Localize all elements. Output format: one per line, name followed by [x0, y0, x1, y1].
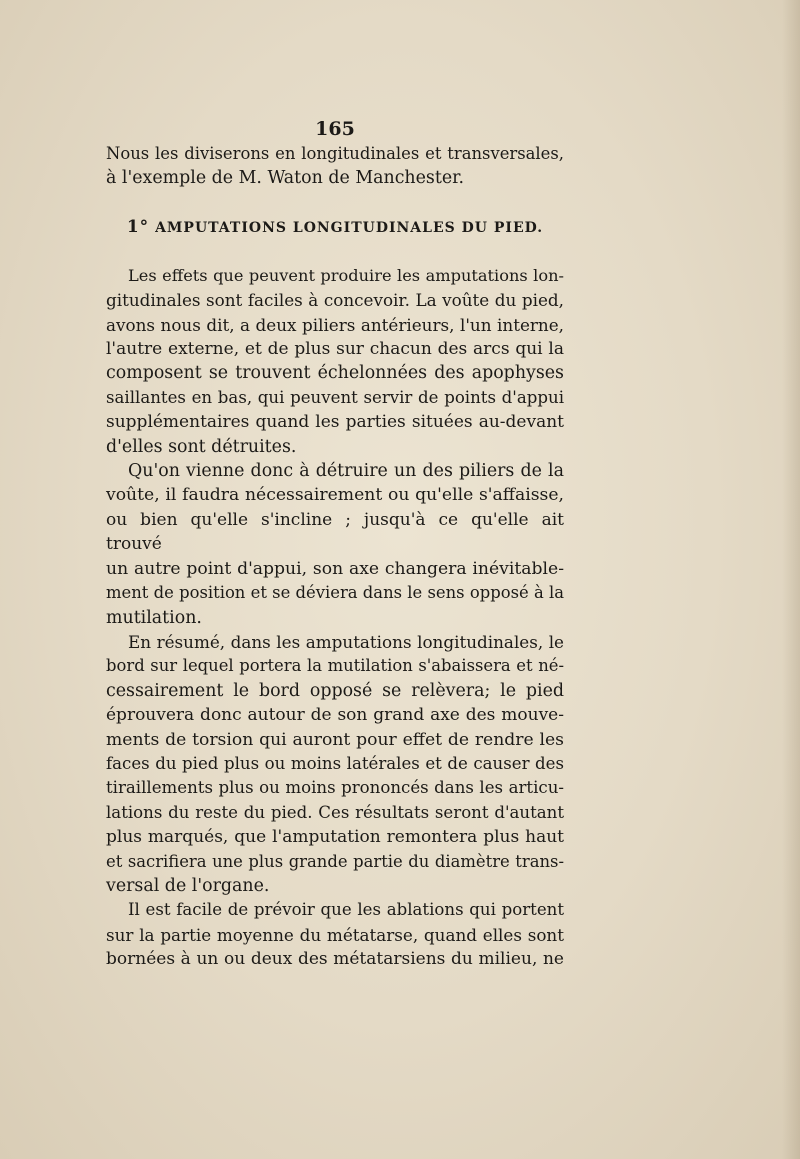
text-line: Les effets que peuvent produire les amputations lon-: [128, 265, 564, 285]
text-line: En résumé, dans les amputations longitudinales, le: [128, 631, 564, 652]
text-line: cessairement le bord opposé se relèvera; le pied: [106, 680, 564, 701]
text-line: bornées à un ou deux des métatarsiens du milieu, ne: [106, 949, 564, 970]
text-line: Il est facile de prévoir que les ablations qui portent: [128, 900, 564, 920]
section-title: AMPUTATIONS LONGITUDINALES DU PIED.: [155, 219, 544, 236]
section-number: 1°: [126, 216, 150, 237]
text-line: avons nous dit, a deux piliers antérieurs, l'un interne,: [106, 314, 564, 335]
paragraph-3: [106, 630, 564, 898]
text-line: Nous les diviserons en longitudinales et transversales,: [106, 144, 564, 163]
text-line: supplémentaires quand les parties situées au-devant: [106, 412, 564, 433]
text-line: ou bien qu'elle s'incline ; jusqu'à ce qu'elle ait trouvé: [106, 509, 564, 555]
text-line: bord sur lequel portera la mutilation s'abaissera et né-: [106, 656, 564, 676]
text-line: d'elles sont détruites.: [106, 436, 297, 457]
paragraph-2: [106, 459, 564, 630]
text-line: lations du reste du pied. Ces résultats seront d'autant: [106, 802, 564, 822]
text-line: versal de l'organe.: [106, 875, 270, 896]
text-line: l'autre externe, et de plus sur chacun des arcs qui la: [106, 339, 564, 360]
text-line: et sacrifiera une plus grande partie du diamètre trans-: [106, 851, 564, 871]
text-line: un autre point d'appui, son axe changera inévitable-: [106, 558, 564, 579]
text-line: voûte, il faudra nécessairement ou qu'elle s'affaisse,: [106, 485, 564, 506]
text-line: composent se trouvent échelonnées des apophyses: [106, 363, 564, 384]
text-line: Qu'on vienne donc à détruire un des piliers de la: [128, 461, 564, 482]
text-line: mutilation.: [106, 607, 202, 628]
text-line: à l'exemple de M. Waton de Manchester.: [106, 168, 465, 189]
paragraph-1: [106, 264, 564, 459]
paragraph-4: [106, 898, 564, 971]
text-line: gitudinales sont faciles à concevoir. La voûte du pied,: [106, 290, 564, 311]
text-line: plus marqués, que l'amputation remontera plus haut: [106, 827, 564, 848]
page-number: 165: [315, 118, 355, 140]
text-line: éprouvera donc autour de son grand axe des mouve-: [106, 705, 564, 726]
text-line: saillantes en bas, qui peuvent servir de points d'appui: [106, 387, 564, 407]
page-content: [106, 116, 564, 972]
text-line: faces du pied plus ou moins latérales et de causer des: [106, 753, 564, 773]
intro-paragraph: [106, 142, 564, 191]
section-heading: [106, 215, 564, 240]
text-line: ments de torsion qui auront pour effet de rendre les: [106, 729, 564, 750]
text-line: ment de position et se déviera dans le sens opposé à la: [106, 583, 564, 603]
text-line: tiraillements plus ou moins prononcés dans les articu-: [106, 778, 564, 798]
text-line: sur la partie moyenne du métatarse, quand elles sont: [106, 924, 564, 945]
